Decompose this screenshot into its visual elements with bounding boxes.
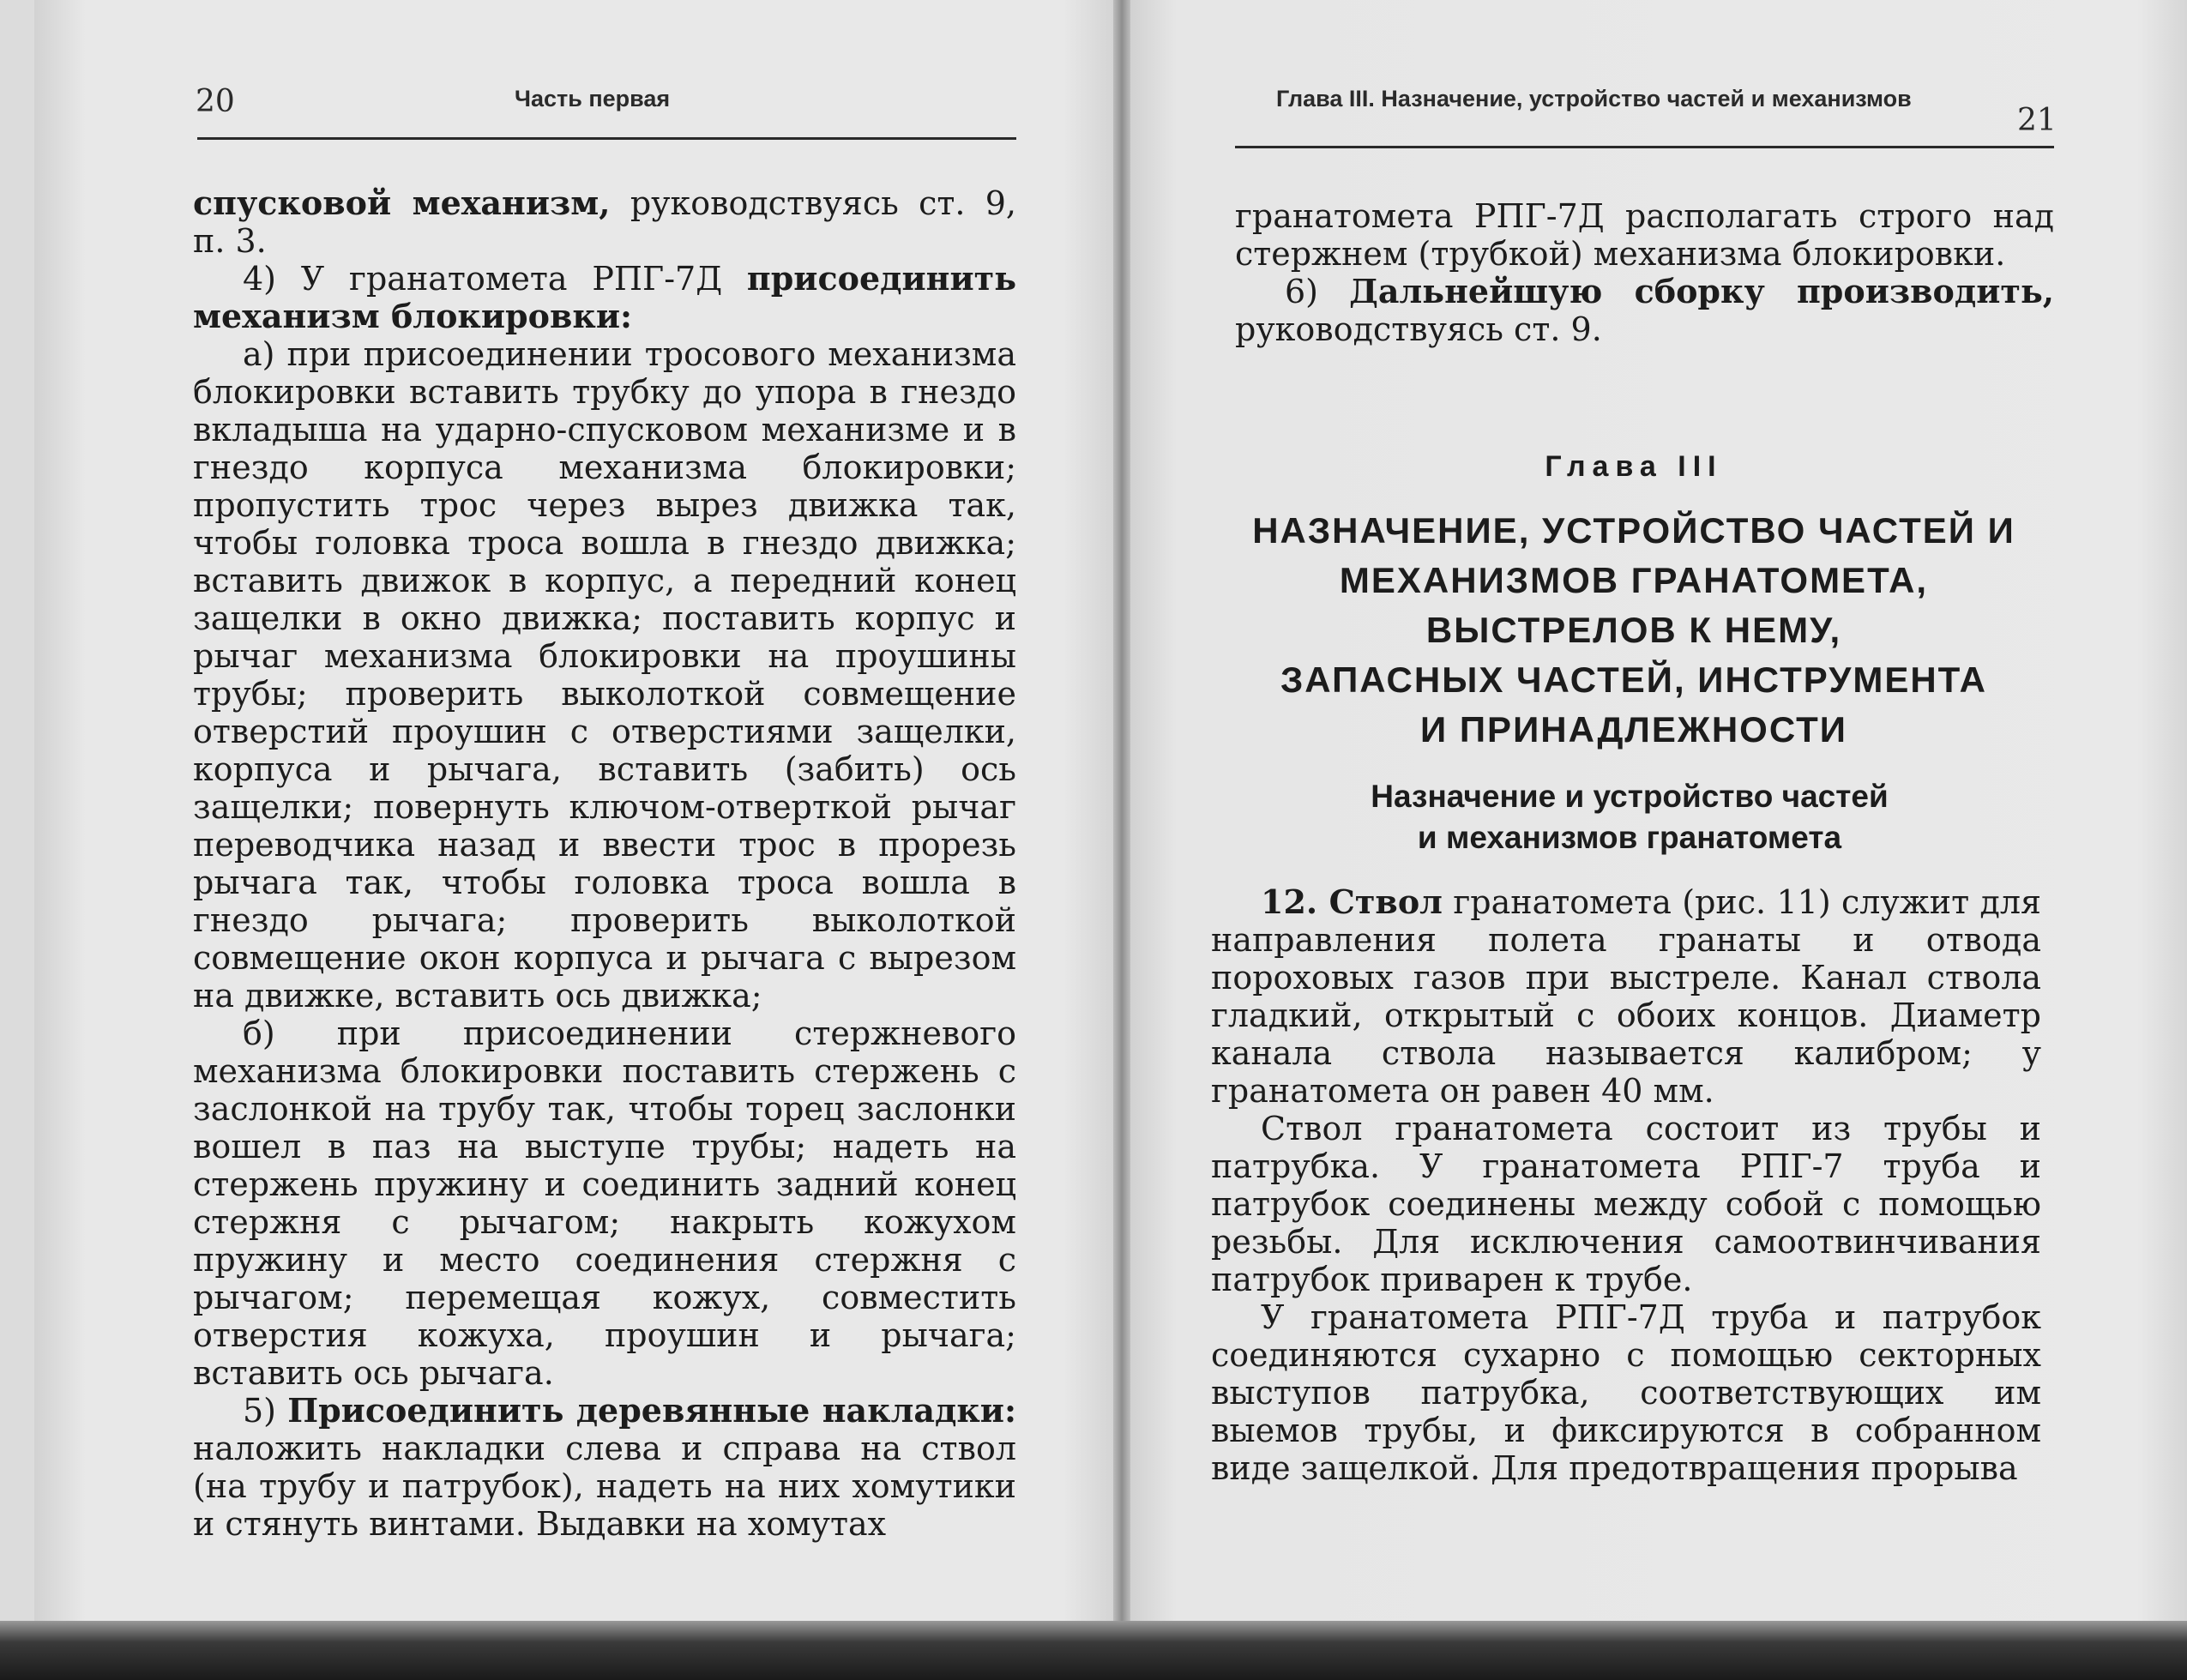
left-running-head: Часть первая [515,86,671,111]
chapter-title-line: ВЫСТРЕЛОВ К НЕМУ, [1425,610,1842,650]
right-header-rule [1235,146,2054,148]
right-paragraph-rpg7d: У гранатомета РПГ-7Д труба и патрубок соединяются сухарно с помощью секторных выступов патрубка, соответствующих им выемов трубы, и фиксируются в собранном виде защелкой. Для предотвращения прорыва [1211,1298,2041,1487]
book-gutter [1113,0,1130,1680]
left-paragraph-1: спусковой механизм, руководствуясь ст. 9, п. 3. [193,184,1016,260]
chapter-title-line: НАЗНАЧЕНИЕ, УСТРОЙСТВО ЧАСТЕЙ И [1252,510,2015,551]
left-page-number: 20 [196,84,235,119]
section-title-line: Назначение и устройство частей [1371,779,1889,814]
right-body-text [1211,883,2041,1487]
right-top-text [1235,197,2054,348]
chapter-title-line: МЕХАНИЗМОВ ГРАНАТОМЕТА, [1339,560,1929,600]
left-paragraph-3: а) при присоединении тросового механизма блокировки вставить трубку до упора в гнездо вкладыша на ударно-спусковом механизме и в гнездо корпуса механизма блокировки; пропустить трос через вырез движка так, чтобы головка троса вошла в гнездо движка; вставить движок в корпус, а передний конец защелки в окно движка; поставить корпус и рычаг механизма блокировки на проушины трубы; проверить выколоткой совмещение отверстий проушин с отверстиями защелки, корпуса и рычага, вставить (забить) ось защелки; повернуть ключом-отверткой рычаг переводчика назад и ввести трос в прорезь рычага так, чтобы головка троса вошла в гнездо рычага; проверить выколоткой совмещение окон корпуса и рычага с вырезом на движке, вставить ось движка; [193,335,1016,1015]
left-paragraph-4: б) при присоединении стержневого механизма блокировки поставить стержень с заслонкой на трубу так, чтобы торец заслонки вошел в паз на выступе трубы; надеть на стержень пружину и соединить задний конец стержня с рычагом; накрыть кожухом пружину и место соединения стержня с рычагом; перемещая кожух, совместить отверстия кожуха, проушин и рычага; вставить ось рычага. [193,1015,1016,1392]
section-title [1218,776,2041,858]
right-paragraph-barrel: Ствол гранатомета состоит из трубы и патрубка. У гранатомета РПГ-7 труба и патрубок соединены между собой с помощью резьбы. Для исключения самоотвинчивания патрубок приварен к трубе. [1211,1110,2041,1298]
right-paragraph-6: 6) Дальнейшую сборку производить, руководствуясь ст. 9. [1235,272,2054,348]
left-page-text [193,184,1016,1543]
right-page-number: 21 [2017,103,2057,138]
chapter-title-line: И ПРИНАДЛЕЖНОСТИ [1420,709,1847,750]
chapter-title [1209,506,2058,755]
right-paragraph-12: 12. Ствол гранатомета (рис. 11) служит для направления полета гранаты и отвода пороховых газов при выстреле. Канал ствола гладкий, открытый с обоих концов. Диаметр канала ствола называется калибром; у гранатомета он равен 40 мм. [1211,882,2042,1110]
chapter-title-line: ЗАПАСНЫХ ЧАСТЕЙ, ИНСТРУМЕНТА [1280,659,1988,700]
right-paragraph-continuation: гранатомета РПГ-7Д располагать строго над стержнем (трубкой) механизма блокировки. [1235,197,2054,273]
left-paragraph-2: 4) У гранатомета РПГ-7Д присоединить механизм блокировки: [193,259,1016,335]
section-title-line: и механизмов гранатомета [1417,820,1842,855]
left-paragraph-5: 5) Присоединить деревянные накладки: наложить накладки слева и справа на ствол (на трубу и патрубок), надеть на них хомутики и стянуть винтами. Выдавки на хомутах [193,1391,1016,1543]
chapter-label: Глава III [1545,450,1723,483]
left-header-rule [197,137,1016,140]
right-running-head: Глава III. Назначение, устройство частей и механизмов [1276,86,1912,111]
book-bottom-edge [0,1621,2187,1680]
